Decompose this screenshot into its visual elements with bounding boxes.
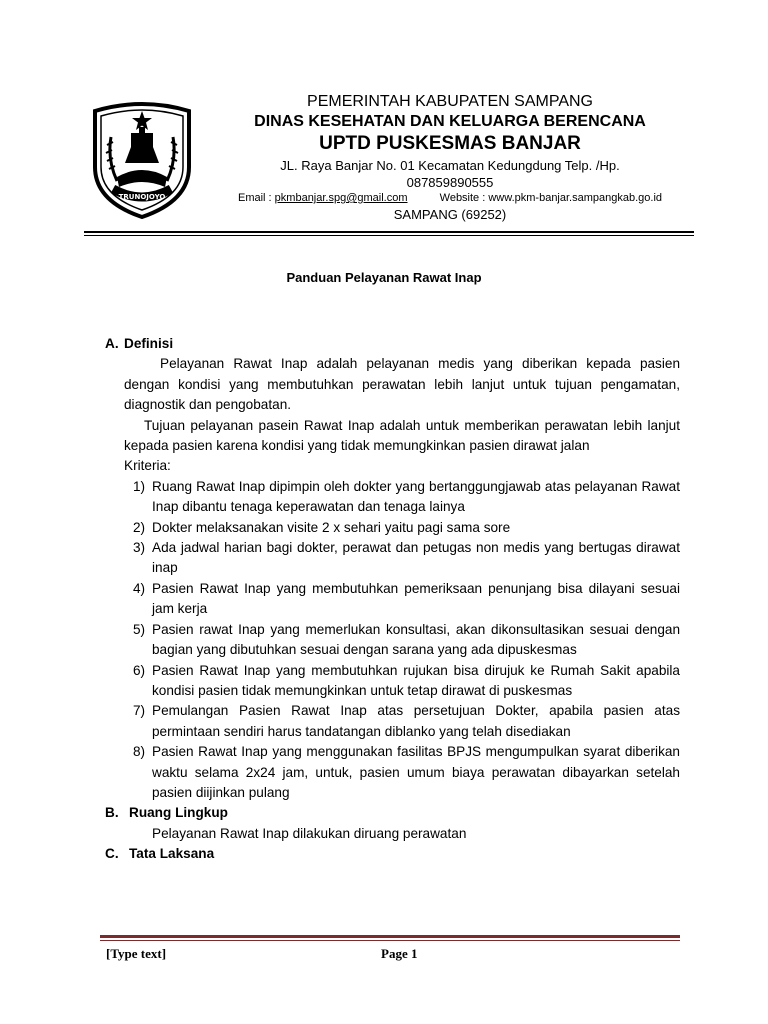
header-city: SAMPANG (69252) (393, 207, 507, 222)
section-number: B. (105, 805, 119, 821)
section-c-heading (105, 844, 680, 864)
email-label: Email : (237, 192, 272, 204)
section-number: C. (105, 846, 119, 862)
section-b-heading (105, 803, 680, 823)
email-link[interactable]: pkmbanjar.spg@gmail.com (274, 192, 408, 204)
letterhead-rule-thin (84, 235, 694, 236)
list-item: 3) Ada jadwal harian bagi dokter, perawat dan petugas non medis yang bertugas dirawat inap (133, 540, 680, 576)
footer-placeholder-text[interactable]: [Type text] (106, 946, 167, 961)
header-phone: 087859890555 (406, 175, 494, 190)
section-title: Tata Laksana (129, 846, 215, 862)
definition-paragraph-1: Pelayanan Rawat Inap adalah pelayanan medis yang diberikan kepada pasien dengan kondisi yang membutuhkan perawatan lebih lanjut untuk tujuan pengamatan, diagnostik dan pengobatan. (124, 356, 680, 413)
website-label: Website : (439, 192, 486, 204)
section-number: A. (105, 336, 119, 351)
list-item: 8) Pasien Rawat Inap yang menggunakan fasilitas BPJS mengumpulkan syarat diberikan waktu selama 2x24 jam, untuk, pasien umum biaya perawatan dibayarkan setelah pasien diijinkan pulang (133, 744, 680, 800)
regency-logo (87, 97, 197, 219)
footer-rule-thick (100, 935, 680, 938)
logo-lettering: TRUNOJOYO (118, 193, 166, 201)
footer-rule-thin (100, 940, 680, 941)
letterhead-rule-thick (84, 231, 694, 233)
section-title: Definisi (124, 336, 174, 351)
list-item: 4) Pasien Rawat Inap yang membutuhkan pemeriksaan penunjang bisa dilayani sesuai jam kerja (133, 580, 680, 617)
scope-paragraph: Pelayanan Rawat Inap dilakukan diruang perawatan (152, 825, 467, 841)
header-line-2: DINAS KESEHATAN DAN KELUARGA BERENCANA (254, 113, 646, 130)
document-body (105, 334, 680, 865)
page-number: Page 1 (381, 946, 418, 961)
header-contact-line (205, 191, 695, 206)
header-address: JL. Raya Banjar No. 01 Kecamatan Kedungdung Telp. /Hp. (280, 158, 620, 173)
kriteria-label: Kriteria: (124, 458, 171, 474)
list-item: 5) Pasien rawat Inap yang memerlukan konsultasi, akan dikonsultasikan sesuai dengan bagian yang dibutuhkan sesuai dengan sarana yang ada dipuskesmas (133, 621, 680, 658)
document-title: Panduan Pelayanan Rawat Inap (286, 270, 482, 285)
list-item: 7) Pemulangan Pasien Rawat Inap atas persetujuan Dokter, apabila pasien atas permintaan sendiri harus tandatangan diblanko yang telah disediakan (133, 703, 680, 739)
website-link[interactable]: www.pkm-banjar.sampangkab.go.id (488, 192, 663, 204)
letterhead (205, 92, 695, 223)
header-line-1: PEMERINTAH KABUPATEN SAMPANG (307, 93, 593, 110)
definition-paragraph-2: Tujuan pelayanan pasein Rawat Inap adalah untuk memberikan perawatan lebih lanjut kepada pasien karena kondisi yang tidak memungkinkan pasien dirawat jalan (124, 417, 680, 454)
header-line-3: UPTD PUSKESMAS BANJAR (319, 133, 581, 154)
section-a-heading (105, 334, 680, 354)
section-title: Ruang Lingkup (129, 805, 228, 821)
kriteria-list (133, 477, 680, 804)
list-item: 1) Ruang Rawat Inap dipimpin oleh dokter yang bertanggungjawab atas pelayanan Rawat Inap dibantu tenaga keperawatan dan tenaga lainya (133, 478, 680, 515)
list-item: 6) Pasien Rawat Inap yang membutuhkan rujukan bisa dirujuk ke Rumah Sakit apabila kondisi pasien tidak memungkinkan untuk tetap dirawat di puskesmas (133, 662, 680, 698)
list-item: 2) Dokter melaksanakan visite 2 x sehari yaitu pagi sama sore (133, 519, 511, 535)
